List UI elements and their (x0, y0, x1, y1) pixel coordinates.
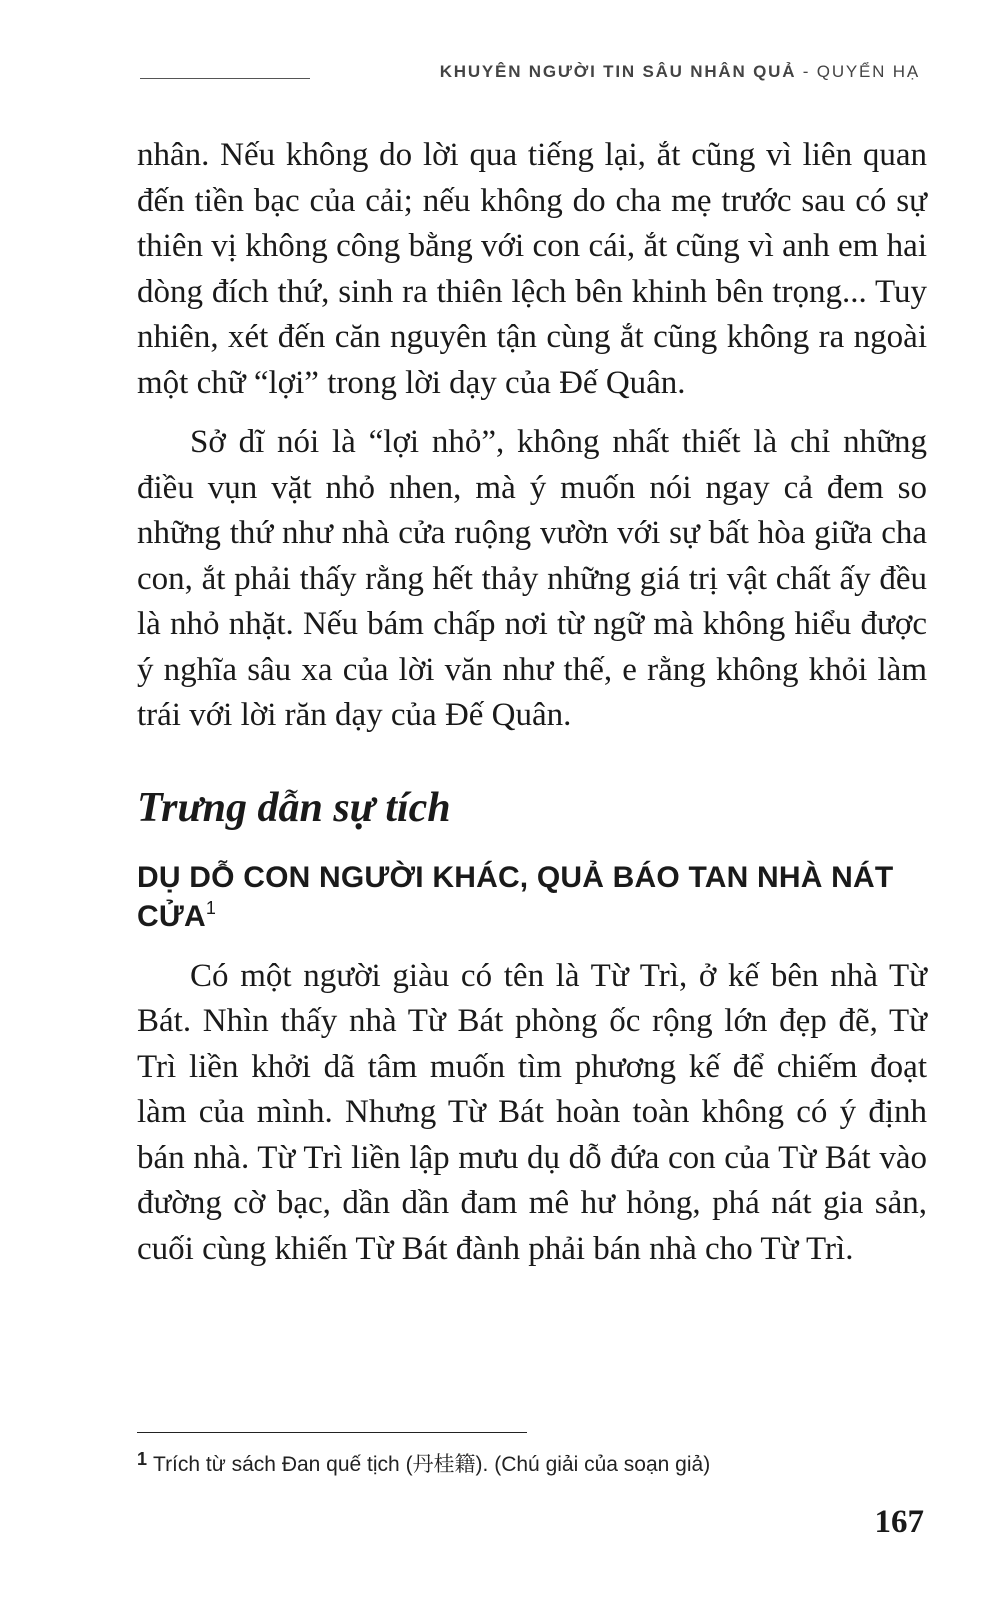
main-text (137, 133, 927, 1272)
footnote-reference[interactable]: 1 (205, 897, 217, 918)
paragraph: Sở dĩ nói là “lợi nhỏ”, không nhất thiết là chỉ những điều vụn vặt nhỏ nhen, mà ý muốn nói ngay cả đem so những thứ như nhà cửa ruộng vườn với sự bất hòa giữa cha con, ắt phải thấy rằng hết thảy những giá trị vật chất ấy đều là nhỏ nhặt. Nếu bám chấp nơi từ ngữ mà không hiểu được ý nghĩa sâu xa của lời văn như thế, e rằng không khỏi làm trái với lời răn dạy của Đế Quân. (137, 424, 927, 733)
footnote-text: Trích từ sách Đan quế tịch (丹桂籍). (Chú giải của soạn giả) (153, 1453, 711, 1476)
footnote (137, 1446, 927, 1478)
footnote-rule (137, 1432, 527, 1433)
header-rule (140, 78, 310, 79)
running-head-separator: - (796, 62, 817, 81)
running-head (440, 62, 920, 82)
story-title-text: DỤ DỖ CON NGƯỜI KHÁC, QUẢ BÁO TAN NHÀ NÁT CỬA (137, 860, 894, 933)
footnote-number: 1 (137, 1449, 148, 1469)
running-head-title: KHUYÊN NGƯỜI TIN SÂU NHÂN QUẢ (439, 62, 797, 81)
page-number: 167 (874, 1504, 924, 1540)
running-head-part: QUYỂN HẠ (816, 62, 920, 81)
story-title (137, 860, 927, 933)
story-paragraph: Có một người giàu có tên là Từ Trì, ở kế bên nhà Từ Bát. Nhìn thấy nhà Từ Bát phòng ốc rộng lớn đẹp đẽ, Từ Trì liền khởi dã tâm muốn tìm phương kế để chiếm đoạt làm của mình. Nhưng Từ Bát hoàn toàn không có ý định bán nhà. Từ Trì liền lập mưu dụ dỗ đứa con của Từ Bát vào đường cờ bạc, dần dần đam mê hư hỏng, phá nát gia sản, cuối cùng khiến Từ Bát đành phải bán nhà cho Từ Trì. (137, 957, 927, 1267)
paragraph-continued: nhân. Nếu không do lời qua tiếng lại, ắt cũng vì liên quan đến tiền bạc của cải; nếu không do cha mẹ trước sau có sự thiên vị không công bằng với con cái, ắt cũng vì anh em hai dòng đích thứ, sinh ra thiên lệch bên khinh bên trọng... Tuy nhiên, xét đến căn nguyên tận cùng ắt cũng không ra ngoài một chữ “lợi” trong lời dạy của Đế Quân. (137, 137, 927, 401)
section-title: Trưng dẫn sự tích (137, 784, 451, 831)
